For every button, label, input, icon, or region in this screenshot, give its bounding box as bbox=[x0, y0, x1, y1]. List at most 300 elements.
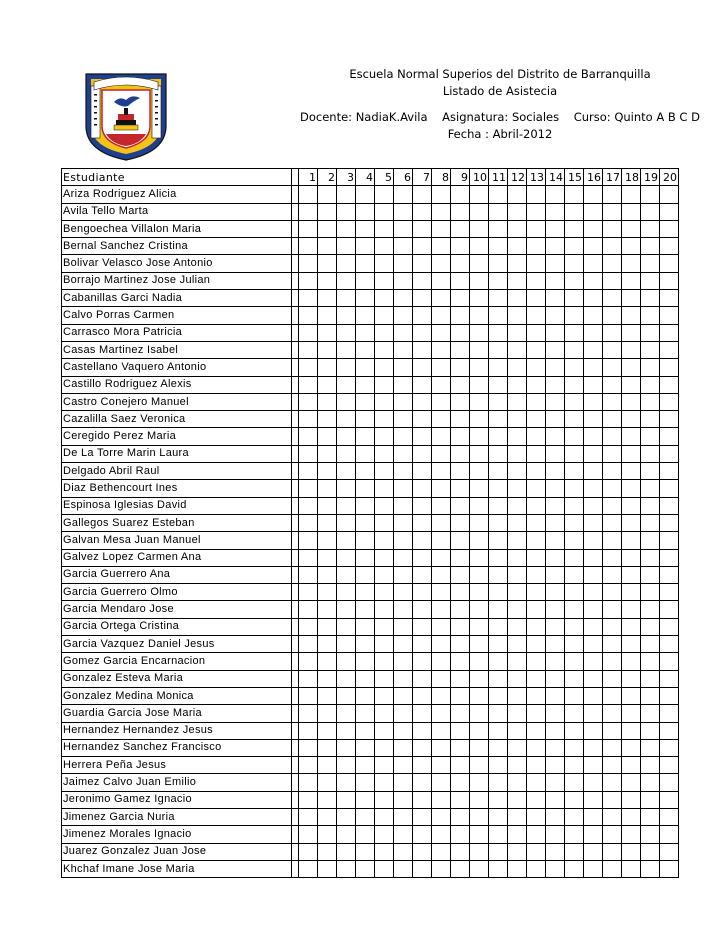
attendance-cell[interactable] bbox=[622, 272, 641, 289]
attendance-cell[interactable] bbox=[432, 722, 451, 739]
attendance-cell[interactable] bbox=[432, 376, 451, 393]
attendance-cell[interactable] bbox=[603, 636, 622, 653]
attendance-cell[interactable] bbox=[584, 843, 603, 860]
attendance-cell[interactable] bbox=[546, 636, 565, 653]
attendance-cell[interactable] bbox=[584, 480, 603, 497]
attendance-cell[interactable] bbox=[546, 618, 565, 635]
attendance-cell[interactable] bbox=[546, 722, 565, 739]
attendance-cell[interactable] bbox=[565, 290, 584, 307]
attendance-cell[interactable] bbox=[318, 186, 337, 203]
attendance-cell[interactable] bbox=[527, 255, 546, 272]
attendance-cell[interactable] bbox=[660, 307, 679, 324]
attendance-cell[interactable] bbox=[527, 359, 546, 376]
attendance-cell[interactable] bbox=[508, 687, 527, 704]
attendance-cell[interactable] bbox=[641, 341, 660, 358]
attendance-cell[interactable] bbox=[565, 566, 584, 583]
attendance-cell[interactable] bbox=[584, 670, 603, 687]
attendance-cell[interactable] bbox=[394, 220, 413, 237]
attendance-cell[interactable] bbox=[394, 341, 413, 358]
attendance-cell[interactable] bbox=[318, 670, 337, 687]
attendance-cell[interactable] bbox=[660, 480, 679, 497]
attendance-cell[interactable] bbox=[394, 324, 413, 341]
attendance-cell[interactable] bbox=[375, 584, 394, 601]
attendance-cell[interactable] bbox=[375, 653, 394, 670]
attendance-cell[interactable] bbox=[375, 463, 394, 480]
attendance-cell[interactable] bbox=[565, 359, 584, 376]
attendance-cell[interactable] bbox=[622, 860, 641, 877]
attendance-cell[interactable] bbox=[451, 687, 470, 704]
attendance-cell[interactable] bbox=[527, 445, 546, 462]
attendance-cell[interactable] bbox=[375, 618, 394, 635]
attendance-cell[interactable] bbox=[356, 497, 375, 514]
attendance-cell[interactable] bbox=[470, 618, 489, 635]
attendance-cell[interactable] bbox=[546, 653, 565, 670]
attendance-cell[interactable] bbox=[318, 601, 337, 618]
attendance-cell[interactable] bbox=[356, 670, 375, 687]
attendance-cell[interactable] bbox=[489, 376, 508, 393]
attendance-cell[interactable] bbox=[299, 220, 318, 237]
attendance-cell[interactable] bbox=[546, 774, 565, 791]
attendance-cell[interactable] bbox=[356, 791, 375, 808]
attendance-cell[interactable] bbox=[603, 393, 622, 410]
attendance-cell[interactable] bbox=[299, 497, 318, 514]
attendance-cell[interactable] bbox=[413, 636, 432, 653]
attendance-cell[interactable] bbox=[299, 341, 318, 358]
attendance-cell[interactable] bbox=[508, 739, 527, 756]
attendance-cell[interactable] bbox=[470, 307, 489, 324]
attendance-cell[interactable] bbox=[565, 774, 584, 791]
attendance-cell[interactable] bbox=[603, 514, 622, 531]
attendance-cell[interactable] bbox=[432, 445, 451, 462]
attendance-cell[interactable] bbox=[394, 774, 413, 791]
attendance-cell[interactable] bbox=[565, 497, 584, 514]
attendance-cell[interactable] bbox=[565, 808, 584, 825]
attendance-cell[interactable] bbox=[356, 653, 375, 670]
attendance-cell[interactable] bbox=[565, 203, 584, 220]
attendance-cell[interactable] bbox=[299, 670, 318, 687]
attendance-cell[interactable] bbox=[432, 411, 451, 428]
attendance-cell[interactable] bbox=[641, 255, 660, 272]
attendance-cell[interactable] bbox=[603, 687, 622, 704]
attendance-cell[interactable] bbox=[451, 463, 470, 480]
attendance-cell[interactable] bbox=[527, 566, 546, 583]
attendance-cell[interactable] bbox=[603, 290, 622, 307]
attendance-cell[interactable] bbox=[641, 463, 660, 480]
attendance-cell[interactable] bbox=[394, 238, 413, 255]
attendance-cell[interactable] bbox=[527, 636, 546, 653]
attendance-cell[interactable] bbox=[451, 739, 470, 756]
attendance-cell[interactable] bbox=[375, 636, 394, 653]
attendance-cell[interactable] bbox=[432, 636, 451, 653]
attendance-cell[interactable] bbox=[641, 428, 660, 445]
attendance-cell[interactable] bbox=[622, 808, 641, 825]
attendance-cell[interactable] bbox=[508, 808, 527, 825]
attendance-cell[interactable] bbox=[508, 618, 527, 635]
attendance-cell[interactable] bbox=[489, 791, 508, 808]
attendance-cell[interactable] bbox=[527, 653, 546, 670]
attendance-cell[interactable] bbox=[318, 826, 337, 843]
attendance-cell[interactable] bbox=[356, 341, 375, 358]
attendance-cell[interactable] bbox=[660, 705, 679, 722]
attendance-cell[interactable] bbox=[356, 220, 375, 237]
attendance-cell[interactable] bbox=[527, 290, 546, 307]
attendance-cell[interactable] bbox=[451, 636, 470, 653]
attendance-cell[interactable] bbox=[622, 203, 641, 220]
attendance-cell[interactable] bbox=[470, 290, 489, 307]
attendance-cell[interactable] bbox=[394, 428, 413, 445]
attendance-cell[interactable] bbox=[337, 584, 356, 601]
attendance-cell[interactable] bbox=[641, 584, 660, 601]
attendance-cell[interactable] bbox=[584, 290, 603, 307]
attendance-cell[interactable] bbox=[641, 238, 660, 255]
attendance-cell[interactable] bbox=[356, 722, 375, 739]
attendance-cell[interactable] bbox=[584, 584, 603, 601]
attendance-cell[interactable] bbox=[508, 722, 527, 739]
attendance-cell[interactable] bbox=[508, 290, 527, 307]
attendance-cell[interactable] bbox=[489, 238, 508, 255]
attendance-cell[interactable] bbox=[394, 618, 413, 635]
attendance-cell[interactable] bbox=[603, 601, 622, 618]
attendance-cell[interactable] bbox=[641, 514, 660, 531]
attendance-cell[interactable] bbox=[622, 463, 641, 480]
attendance-cell[interactable] bbox=[584, 808, 603, 825]
attendance-cell[interactable] bbox=[584, 705, 603, 722]
attendance-cell[interactable] bbox=[527, 514, 546, 531]
attendance-cell[interactable] bbox=[489, 393, 508, 410]
attendance-cell[interactable] bbox=[318, 532, 337, 549]
attendance-cell[interactable] bbox=[432, 324, 451, 341]
attendance-cell[interactable] bbox=[641, 774, 660, 791]
attendance-cell[interactable] bbox=[413, 653, 432, 670]
attendance-cell[interactable] bbox=[660, 826, 679, 843]
attendance-cell[interactable] bbox=[394, 860, 413, 877]
attendance-cell[interactable] bbox=[413, 411, 432, 428]
attendance-cell[interactable] bbox=[375, 601, 394, 618]
attendance-cell[interactable] bbox=[641, 687, 660, 704]
attendance-cell[interactable] bbox=[546, 514, 565, 531]
attendance-cell[interactable] bbox=[451, 203, 470, 220]
attendance-cell[interactable] bbox=[622, 566, 641, 583]
attendance-cell[interactable] bbox=[375, 722, 394, 739]
attendance-cell[interactable] bbox=[356, 463, 375, 480]
attendance-cell[interactable] bbox=[508, 463, 527, 480]
attendance-cell[interactable] bbox=[337, 411, 356, 428]
attendance-cell[interactable] bbox=[489, 687, 508, 704]
attendance-cell[interactable] bbox=[470, 393, 489, 410]
attendance-cell[interactable] bbox=[508, 411, 527, 428]
attendance-cell[interactable] bbox=[622, 428, 641, 445]
attendance-cell[interactable] bbox=[337, 341, 356, 358]
attendance-cell[interactable] bbox=[622, 324, 641, 341]
attendance-cell[interactable] bbox=[584, 272, 603, 289]
attendance-cell[interactable] bbox=[432, 359, 451, 376]
attendance-cell[interactable] bbox=[641, 757, 660, 774]
attendance-cell[interactable] bbox=[432, 860, 451, 877]
attendance-cell[interactable] bbox=[622, 445, 641, 462]
attendance-cell[interactable] bbox=[508, 186, 527, 203]
attendance-cell[interactable] bbox=[318, 739, 337, 756]
attendance-cell[interactable] bbox=[337, 220, 356, 237]
attendance-cell[interactable] bbox=[470, 255, 489, 272]
attendance-cell[interactable] bbox=[413, 687, 432, 704]
attendance-cell[interactable] bbox=[641, 324, 660, 341]
attendance-cell[interactable] bbox=[603, 670, 622, 687]
attendance-cell[interactable] bbox=[432, 705, 451, 722]
attendance-cell[interactable] bbox=[470, 687, 489, 704]
attendance-cell[interactable] bbox=[603, 480, 622, 497]
attendance-cell[interactable] bbox=[299, 636, 318, 653]
attendance-cell[interactable] bbox=[356, 757, 375, 774]
attendance-cell[interactable] bbox=[565, 514, 584, 531]
attendance-cell[interactable] bbox=[527, 497, 546, 514]
attendance-cell[interactable] bbox=[451, 549, 470, 566]
attendance-cell[interactable] bbox=[394, 705, 413, 722]
attendance-cell[interactable] bbox=[432, 739, 451, 756]
attendance-cell[interactable] bbox=[318, 307, 337, 324]
attendance-cell[interactable] bbox=[337, 445, 356, 462]
attendance-cell[interactable] bbox=[660, 393, 679, 410]
attendance-cell[interactable] bbox=[584, 428, 603, 445]
attendance-cell[interactable] bbox=[527, 808, 546, 825]
attendance-cell[interactable] bbox=[565, 584, 584, 601]
attendance-cell[interactable] bbox=[622, 705, 641, 722]
attendance-cell[interactable] bbox=[641, 290, 660, 307]
attendance-cell[interactable] bbox=[318, 428, 337, 445]
attendance-cell[interactable] bbox=[375, 272, 394, 289]
attendance-cell[interactable] bbox=[470, 376, 489, 393]
attendance-cell[interactable] bbox=[508, 428, 527, 445]
attendance-cell[interactable] bbox=[546, 791, 565, 808]
attendance-cell[interactable] bbox=[641, 739, 660, 756]
attendance-cell[interactable] bbox=[318, 757, 337, 774]
attendance-cell[interactable] bbox=[527, 722, 546, 739]
attendance-cell[interactable] bbox=[356, 324, 375, 341]
attendance-cell[interactable] bbox=[508, 584, 527, 601]
attendance-cell[interactable] bbox=[356, 860, 375, 877]
attendance-cell[interactable] bbox=[546, 584, 565, 601]
attendance-cell[interactable] bbox=[546, 601, 565, 618]
attendance-cell[interactable] bbox=[375, 705, 394, 722]
attendance-cell[interactable] bbox=[660, 687, 679, 704]
attendance-cell[interactable] bbox=[641, 808, 660, 825]
attendance-cell[interactable] bbox=[622, 601, 641, 618]
attendance-cell[interactable] bbox=[432, 480, 451, 497]
attendance-cell[interactable] bbox=[660, 774, 679, 791]
attendance-cell[interactable] bbox=[337, 601, 356, 618]
attendance-cell[interactable] bbox=[299, 324, 318, 341]
attendance-cell[interactable] bbox=[622, 670, 641, 687]
attendance-cell[interactable] bbox=[584, 601, 603, 618]
attendance-cell[interactable] bbox=[337, 497, 356, 514]
attendance-cell[interactable] bbox=[299, 687, 318, 704]
attendance-cell[interactable] bbox=[375, 860, 394, 877]
attendance-cell[interactable] bbox=[622, 826, 641, 843]
attendance-cell[interactable] bbox=[584, 341, 603, 358]
attendance-cell[interactable] bbox=[527, 549, 546, 566]
attendance-cell[interactable] bbox=[356, 532, 375, 549]
attendance-cell[interactable] bbox=[546, 186, 565, 203]
attendance-cell[interactable] bbox=[603, 238, 622, 255]
attendance-cell[interactable] bbox=[394, 636, 413, 653]
attendance-cell[interactable] bbox=[489, 774, 508, 791]
attendance-cell[interactable] bbox=[508, 497, 527, 514]
attendance-cell[interactable] bbox=[508, 376, 527, 393]
attendance-cell[interactable] bbox=[356, 808, 375, 825]
attendance-cell[interactable] bbox=[451, 220, 470, 237]
attendance-cell[interactable] bbox=[489, 341, 508, 358]
attendance-cell[interactable] bbox=[394, 549, 413, 566]
attendance-cell[interactable] bbox=[527, 324, 546, 341]
attendance-cell[interactable] bbox=[546, 411, 565, 428]
attendance-cell[interactable] bbox=[432, 428, 451, 445]
attendance-cell[interactable] bbox=[565, 860, 584, 877]
attendance-cell[interactable] bbox=[584, 566, 603, 583]
attendance-cell[interactable] bbox=[318, 220, 337, 237]
attendance-cell[interactable] bbox=[299, 739, 318, 756]
attendance-cell[interactable] bbox=[565, 549, 584, 566]
attendance-cell[interactable] bbox=[413, 272, 432, 289]
attendance-cell[interactable] bbox=[451, 705, 470, 722]
attendance-cell[interactable] bbox=[546, 324, 565, 341]
attendance-cell[interactable] bbox=[337, 428, 356, 445]
attendance-cell[interactable] bbox=[546, 566, 565, 583]
attendance-cell[interactable] bbox=[660, 584, 679, 601]
attendance-cell[interactable] bbox=[622, 359, 641, 376]
attendance-cell[interactable] bbox=[660, 376, 679, 393]
attendance-cell[interactable] bbox=[584, 636, 603, 653]
attendance-cell[interactable] bbox=[508, 705, 527, 722]
attendance-cell[interactable] bbox=[337, 826, 356, 843]
attendance-cell[interactable] bbox=[641, 272, 660, 289]
attendance-cell[interactable] bbox=[356, 774, 375, 791]
attendance-cell[interactable] bbox=[546, 860, 565, 877]
attendance-cell[interactable] bbox=[603, 757, 622, 774]
attendance-cell[interactable] bbox=[470, 722, 489, 739]
attendance-cell[interactable] bbox=[565, 445, 584, 462]
attendance-cell[interactable] bbox=[641, 791, 660, 808]
attendance-cell[interactable] bbox=[413, 514, 432, 531]
attendance-cell[interactable] bbox=[394, 826, 413, 843]
attendance-cell[interactable] bbox=[603, 739, 622, 756]
attendance-cell[interactable] bbox=[470, 463, 489, 480]
attendance-cell[interactable] bbox=[527, 428, 546, 445]
attendance-cell[interactable] bbox=[603, 843, 622, 860]
attendance-cell[interactable] bbox=[337, 514, 356, 531]
attendance-cell[interactable] bbox=[337, 393, 356, 410]
attendance-cell[interactable] bbox=[432, 774, 451, 791]
attendance-cell[interactable] bbox=[660, 463, 679, 480]
attendance-cell[interactable] bbox=[641, 843, 660, 860]
attendance-cell[interactable] bbox=[508, 566, 527, 583]
attendance-cell[interactable] bbox=[546, 705, 565, 722]
attendance-cell[interactable] bbox=[337, 636, 356, 653]
attendance-cell[interactable] bbox=[432, 566, 451, 583]
attendance-cell[interactable] bbox=[660, 722, 679, 739]
attendance-cell[interactable] bbox=[489, 324, 508, 341]
attendance-cell[interactable] bbox=[299, 238, 318, 255]
attendance-cell[interactable] bbox=[356, 238, 375, 255]
attendance-cell[interactable] bbox=[622, 341, 641, 358]
attendance-cell[interactable] bbox=[489, 220, 508, 237]
attendance-cell[interactable] bbox=[394, 532, 413, 549]
attendance-cell[interactable] bbox=[470, 238, 489, 255]
attendance-cell[interactable] bbox=[299, 514, 318, 531]
attendance-cell[interactable] bbox=[565, 220, 584, 237]
attendance-cell[interactable] bbox=[413, 705, 432, 722]
attendance-cell[interactable] bbox=[584, 826, 603, 843]
attendance-cell[interactable] bbox=[641, 186, 660, 203]
attendance-cell[interactable] bbox=[641, 618, 660, 635]
attendance-cell[interactable] bbox=[565, 428, 584, 445]
attendance-cell[interactable] bbox=[603, 860, 622, 877]
attendance-cell[interactable] bbox=[451, 532, 470, 549]
attendance-cell[interactable] bbox=[470, 826, 489, 843]
attendance-cell[interactable] bbox=[489, 480, 508, 497]
attendance-cell[interactable] bbox=[337, 791, 356, 808]
attendance-cell[interactable] bbox=[413, 203, 432, 220]
attendance-cell[interactable] bbox=[394, 411, 413, 428]
attendance-cell[interactable] bbox=[394, 566, 413, 583]
attendance-cell[interactable] bbox=[337, 739, 356, 756]
attendance-cell[interactable] bbox=[432, 497, 451, 514]
attendance-cell[interactable] bbox=[451, 411, 470, 428]
attendance-cell[interactable] bbox=[584, 532, 603, 549]
attendance-cell[interactable] bbox=[337, 808, 356, 825]
attendance-cell[interactable] bbox=[337, 774, 356, 791]
attendance-cell[interactable] bbox=[394, 584, 413, 601]
attendance-cell[interactable] bbox=[375, 238, 394, 255]
attendance-cell[interactable] bbox=[356, 843, 375, 860]
attendance-cell[interactable] bbox=[622, 791, 641, 808]
attendance-cell[interactable] bbox=[489, 826, 508, 843]
attendance-cell[interactable] bbox=[318, 463, 337, 480]
attendance-cell[interactable] bbox=[394, 463, 413, 480]
attendance-cell[interactable] bbox=[584, 220, 603, 237]
attendance-cell[interactable] bbox=[451, 255, 470, 272]
attendance-cell[interactable] bbox=[470, 601, 489, 618]
attendance-cell[interactable] bbox=[337, 757, 356, 774]
attendance-cell[interactable] bbox=[660, 497, 679, 514]
attendance-cell[interactable] bbox=[470, 636, 489, 653]
attendance-cell[interactable] bbox=[546, 359, 565, 376]
attendance-cell[interactable] bbox=[584, 514, 603, 531]
attendance-cell[interactable] bbox=[318, 290, 337, 307]
attendance-cell[interactable] bbox=[299, 618, 318, 635]
attendance-cell[interactable] bbox=[413, 463, 432, 480]
attendance-cell[interactable] bbox=[470, 203, 489, 220]
attendance-cell[interactable] bbox=[546, 445, 565, 462]
attendance-cell[interactable] bbox=[641, 601, 660, 618]
attendance-cell[interactable] bbox=[622, 584, 641, 601]
attendance-cell[interactable] bbox=[508, 843, 527, 860]
attendance-cell[interactable] bbox=[356, 514, 375, 531]
attendance-cell[interactable] bbox=[565, 411, 584, 428]
attendance-cell[interactable] bbox=[660, 514, 679, 531]
attendance-cell[interactable] bbox=[641, 497, 660, 514]
attendance-cell[interactable] bbox=[489, 653, 508, 670]
attendance-cell[interactable] bbox=[489, 463, 508, 480]
attendance-cell[interactable] bbox=[546, 757, 565, 774]
attendance-cell[interactable] bbox=[375, 739, 394, 756]
attendance-cell[interactable] bbox=[413, 532, 432, 549]
attendance-cell[interactable] bbox=[394, 203, 413, 220]
attendance-cell[interactable] bbox=[413, 843, 432, 860]
attendance-cell[interactable] bbox=[546, 238, 565, 255]
attendance-cell[interactable] bbox=[470, 739, 489, 756]
attendance-cell[interactable] bbox=[375, 687, 394, 704]
attendance-cell[interactable] bbox=[356, 739, 375, 756]
attendance-cell[interactable] bbox=[546, 272, 565, 289]
